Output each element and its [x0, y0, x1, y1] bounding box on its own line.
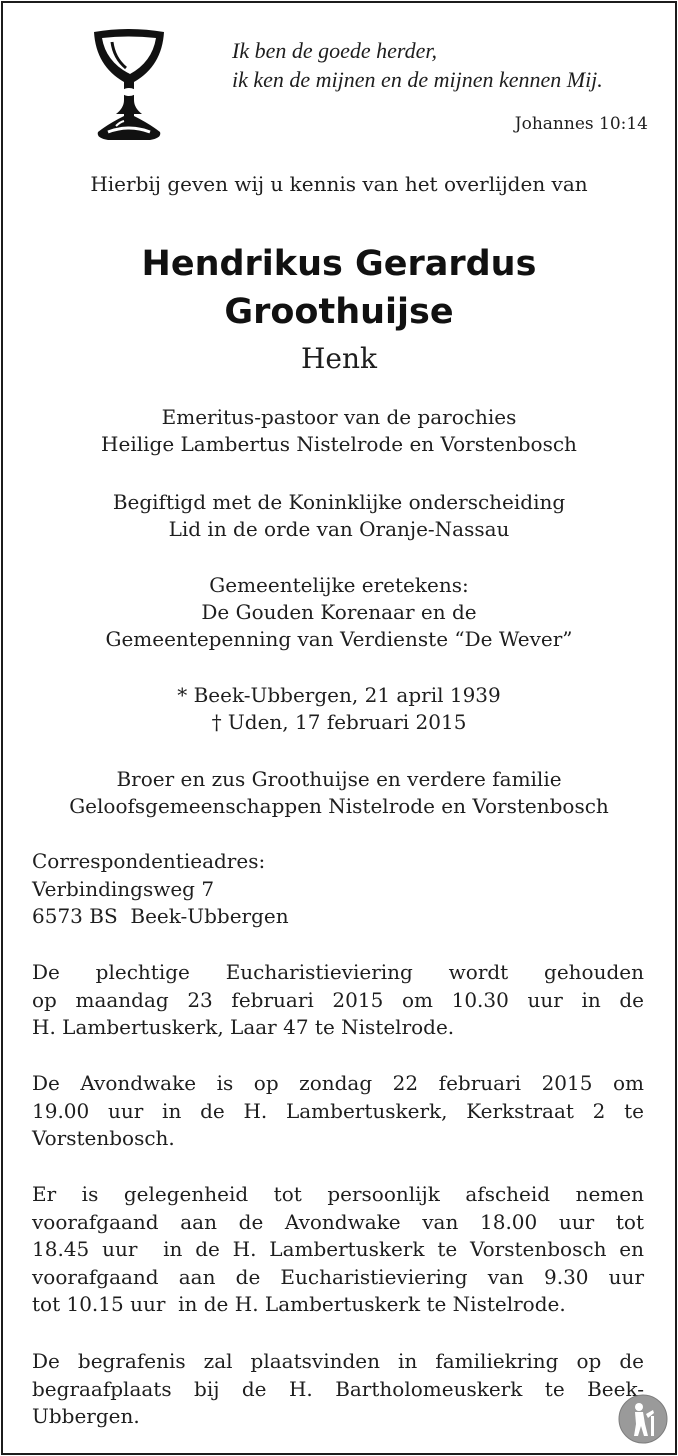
paragraph-line: 19.00 uur in de H. Lambertuskerk, Kerkstraat 2 te	[32, 1098, 644, 1123]
municipal-line: De Gouden Korenaar en de	[201, 600, 477, 624]
paragraph-line: voorafgaand aan de Avondwake van 18.00 uur tot	[32, 1209, 644, 1234]
farewell-paragraph	[32, 1181, 644, 1319]
paragraph-line: 18.45 uur in de H. Lambertuskerk te Vorstenbosch en	[32, 1237, 644, 1261]
paragraph-line: Vorstenbosch.	[32, 1126, 175, 1150]
burial-paragraph	[32, 1348, 644, 1431]
publisher-logo-icon	[618, 1394, 668, 1444]
honour-block	[0, 489, 678, 543]
municipal-honours-block	[0, 572, 678, 653]
deceased-name-line-1: Hendrikus Gerardus	[141, 244, 537, 284]
family-line: Broer en zus Groothuijse en verdere familie	[116, 767, 562, 791]
verse-line-1: Ik ben de goede herder,	[232, 38, 438, 63]
verse-reference: Johannes 10:14	[514, 114, 648, 134]
dates-block	[0, 682, 678, 736]
paragraph-line: Er is gelegenheid tot persoonlijk afscheid nemen	[32, 1182, 644, 1206]
paragraph-line: begraafplaats bij de H. Bartholomeuskerk te Beek-	[32, 1376, 644, 1401]
verse-line-2: ik ken de mijnen en de mijnen kennen Mij.	[232, 67, 603, 92]
intro-text: Hierbij geven wij u kennis van het overlijden van	[90, 172, 588, 196]
honour-line: Begiftigd met de Koninklijke onderscheiding	[112, 490, 566, 514]
role-block	[0, 404, 678, 458]
role-line: Emeritus-pastoor van de parochies	[161, 405, 517, 429]
chalice-icon	[90, 28, 168, 144]
municipal-line: Gemeentepenning van Verdienste “De Wever”	[105, 627, 573, 651]
paragraph-line: Ubbergen.	[32, 1404, 140, 1428]
bible-verse	[232, 36, 652, 94]
birth-line: * Beek-Ubbergen, 21 april 1939	[177, 683, 501, 707]
vigil-paragraph	[32, 1070, 644, 1153]
address-line: Verbindingsweg 7	[32, 876, 215, 901]
paragraph-line: voorafgaand aan de Eucharistieviering van 9.30 uur	[32, 1264, 644, 1289]
paragraph-line: De begrafenis zal plaatsvinden in familiekring op de	[32, 1349, 644, 1373]
address-line: 6573 BS Beek-Ubbergen	[32, 904, 289, 928]
paragraph-line: De Avondwake is op zondag 22 februari 2015 om	[32, 1071, 644, 1095]
family-block	[0, 766, 678, 820]
deceased-name-line-2: Groothuijse	[224, 292, 454, 332]
family-line: Geloofsgemeenschappen Nistelrode en Vorstenbosch	[69, 794, 609, 818]
address-line: Correspondentieadres:	[32, 849, 266, 873]
role-line: Heilige Lambertus Nistelrode en Vorstenbosch	[101, 432, 577, 456]
eucharist-paragraph	[32, 959, 644, 1042]
paragraph-line: op maandag 23 februari 2015 om 10.30 uur in de	[32, 987, 644, 1012]
municipal-line: Gemeentelijke eretekens:	[209, 573, 469, 597]
paragraph-line: H. Lambertuskerk, Laar 47 te Nistelrode.	[32, 1015, 455, 1039]
death-line: † Uden, 17 februari 2015	[211, 710, 467, 734]
honour-line: Lid in de orde van Oranje-Nassau	[168, 517, 510, 541]
paragraph-line: De plechtige Eucharistieviering wordt gehouden	[32, 960, 644, 984]
paragraph-line: tot 10.15 uur in de H. Lambertuskerk te Nistelrode.	[32, 1292, 566, 1316]
deceased-nickname: Henk	[301, 342, 377, 375]
correspondence-address	[32, 848, 644, 931]
